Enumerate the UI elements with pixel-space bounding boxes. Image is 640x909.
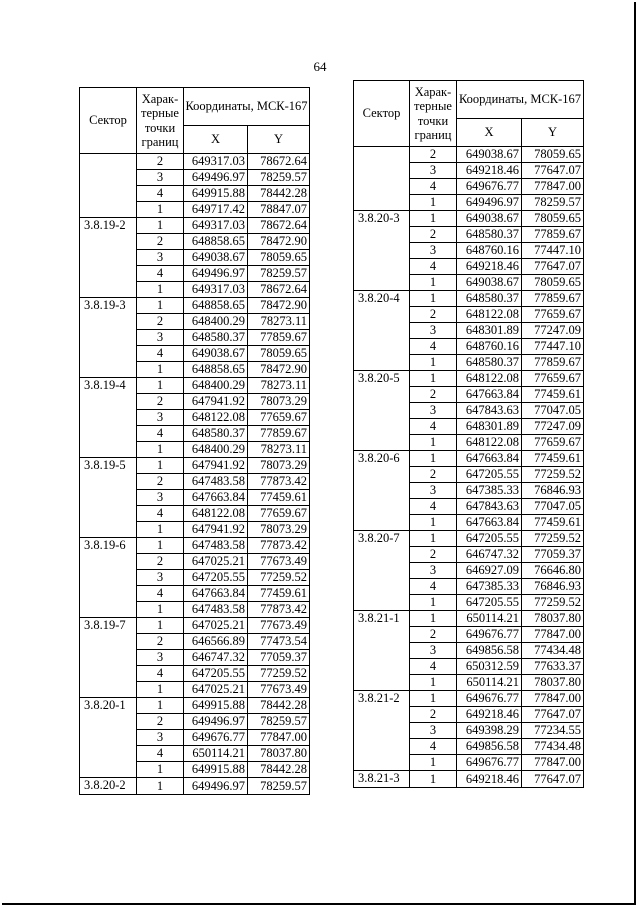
y-coordinate-cell: 77259.52 (248, 570, 310, 586)
sector-cell: 3.8.20-3 (354, 211, 410, 291)
table-row (80, 378, 310, 394)
point-number-cell: 3 (410, 323, 457, 339)
x-coordinate-cell: 647483.58 (184, 602, 248, 618)
y-coordinate-cell: 78059.65 (248, 250, 310, 266)
x-coordinate-cell: 649915.88 (184, 698, 248, 714)
y-coordinate-cell: 77859.67 (248, 426, 310, 442)
y-coordinate-cell: 77633.37 (522, 659, 584, 675)
sector-cell: 3.8.21-3 (354, 771, 410, 788)
x-coordinate-cell: 649856.58 (457, 643, 522, 659)
point-number-cell: 2 (137, 554, 184, 570)
y-coordinate-cell: 78037.80 (522, 675, 584, 691)
y-header: Y (522, 119, 584, 147)
x-coordinate-cell: 649496.97 (184, 778, 248, 795)
sector-cell: 3.8.19-5 (80, 458, 137, 538)
point-number-cell: 4 (137, 506, 184, 522)
x-coordinate-cell: 648122.08 (184, 506, 248, 522)
x-coordinate-cell: 649218.46 (457, 771, 522, 788)
x-header: X (184, 126, 248, 154)
table-row (80, 298, 310, 314)
point-number-cell: 3 (410, 643, 457, 659)
point-number-cell: 3 (137, 330, 184, 346)
y-coordinate-cell: 77259.52 (248, 666, 310, 682)
y-coordinate-cell: 78059.65 (248, 346, 310, 362)
table-row (354, 451, 584, 467)
y-coordinate-cell: 78259.57 (522, 195, 584, 211)
x-coordinate-cell: 647025.21 (184, 618, 248, 634)
point-number-cell: 1 (410, 451, 457, 467)
characteristic-points-header: Харак-терные точки границ (410, 81, 457, 147)
x-coordinate-cell: 646747.32 (457, 547, 522, 563)
point-number-cell: 1 (410, 595, 457, 611)
point-number-cell: 1 (410, 435, 457, 451)
x-coordinate-cell: 649038.67 (457, 147, 522, 163)
point-number-cell: 1 (137, 698, 184, 714)
sector-cell: 3.8.20-1 (80, 698, 137, 778)
table-row (80, 778, 310, 795)
sector-header: Сектор (80, 88, 137, 154)
page-number: 64 (313, 59, 327, 74)
y-header: Y (248, 126, 310, 154)
coordinates-header: Координаты, МСК-167 (184, 88, 310, 126)
point-number-cell: 4 (410, 179, 457, 195)
point-number-cell: 1 (410, 691, 457, 707)
sector-header: Сектор (354, 81, 410, 147)
y-coordinate-cell: 77434.48 (522, 739, 584, 755)
x-coordinate-cell: 649496.97 (184, 266, 248, 282)
point-number-cell: 4 (137, 746, 184, 762)
sector-cell: 3.8.19-7 (80, 618, 137, 698)
table-row (80, 538, 310, 554)
point-number-cell: 3 (410, 243, 457, 259)
point-number-cell: 3 (410, 723, 457, 739)
x-coordinate-cell: 648760.16 (457, 243, 522, 259)
y-coordinate-cell: 77659.67 (248, 410, 310, 426)
point-number-cell: 2 (410, 307, 457, 323)
point-number-cell: 1 (410, 675, 457, 691)
table-row (354, 291, 584, 307)
x-coordinate-cell: 647663.84 (457, 387, 522, 403)
point-number-cell: 1 (410, 515, 457, 531)
sector-cell: 3.8.19-2 (80, 218, 137, 298)
x-coordinate-cell: 648400.29 (184, 442, 248, 458)
y-coordinate-cell: 78073.29 (248, 394, 310, 410)
x-coordinate-cell: 649676.77 (457, 627, 522, 643)
y-coordinate-cell: 77847.00 (522, 755, 584, 771)
point-number-cell: 1 (137, 682, 184, 698)
y-coordinate-cell: 77459.61 (522, 515, 584, 531)
characteristic-points-header: Харак-терные точки границ (137, 88, 184, 154)
y-coordinate-cell: 78672.64 (248, 282, 310, 298)
sector-cell (80, 154, 137, 218)
point-number-cell: 1 (137, 282, 184, 298)
y-coordinate-cell: 78259.57 (248, 778, 310, 795)
sector-cell: 3.8.20-6 (354, 451, 410, 531)
x-coordinate-cell: 648122.08 (457, 435, 522, 451)
table-body (80, 154, 310, 795)
point-number-cell: 2 (410, 227, 457, 243)
y-coordinate-cell: 78442.28 (248, 698, 310, 714)
x-coordinate-cell: 647025.21 (184, 554, 248, 570)
x-coordinate-cell: 647941.92 (184, 458, 248, 474)
point-number-cell: 3 (137, 650, 184, 666)
y-coordinate-cell: 76646.80 (522, 563, 584, 579)
x-coordinate-cell: 649218.46 (457, 259, 522, 275)
x-coordinate-cell: 647663.84 (184, 586, 248, 602)
y-coordinate-cell: 78442.28 (248, 186, 310, 202)
x-coordinate-cell: 647843.63 (457, 403, 522, 419)
y-coordinate-cell: 77647.07 (522, 163, 584, 179)
point-number-cell: 1 (410, 355, 457, 371)
point-number-cell: 4 (410, 339, 457, 355)
y-coordinate-cell: 78037.80 (248, 746, 310, 762)
x-coordinate-cell: 646566.89 (184, 634, 248, 650)
y-coordinate-cell: 77459.61 (248, 586, 310, 602)
x-coordinate-cell: 649317.03 (184, 282, 248, 298)
sector-cell: 3.8.20-2 (80, 778, 137, 795)
y-coordinate-cell: 77459.61 (248, 490, 310, 506)
y-coordinate-cell: 77473.54 (248, 634, 310, 650)
y-coordinate-cell: 77447.10 (522, 339, 584, 355)
x-coordinate-cell: 647663.84 (457, 451, 522, 467)
point-number-cell: 4 (410, 499, 457, 515)
y-coordinate-cell: 77247.09 (522, 323, 584, 339)
point-number-cell: 4 (137, 266, 184, 282)
point-number-cell: 1 (137, 778, 184, 795)
x-coordinate-cell: 648301.89 (457, 419, 522, 435)
x-coordinate-cell: 648580.37 (184, 426, 248, 442)
x-coordinate-cell: 646747.32 (184, 650, 248, 666)
x-coordinate-cell: 649038.67 (184, 346, 248, 362)
point-number-cell: 2 (137, 634, 184, 650)
y-coordinate-cell: 77434.48 (522, 643, 584, 659)
point-number-cell: 4 (410, 659, 457, 675)
point-number-cell: 2 (410, 147, 457, 163)
sector-cell: 3.8.19-4 (80, 378, 137, 458)
x-coordinate-cell: 649676.77 (184, 730, 248, 746)
x-coordinate-cell: 647483.58 (184, 474, 248, 490)
x-coordinate-cell: 649218.46 (457, 163, 522, 179)
point-number-cell: 3 (410, 163, 457, 179)
x-coordinate-cell: 647205.55 (184, 666, 248, 682)
point-number-cell: 1 (410, 611, 457, 627)
point-number-cell: 3 (410, 483, 457, 499)
x-coordinate-cell: 649915.88 (184, 762, 248, 778)
point-number-cell: 2 (410, 387, 457, 403)
sector-cell: 3.8.20-7 (354, 531, 410, 611)
x-coordinate-cell: 650312.59 (457, 659, 522, 675)
y-coordinate-cell: 77873.42 (248, 538, 310, 554)
point-number-cell: 1 (137, 202, 184, 218)
point-number-cell: 3 (137, 170, 184, 186)
point-number-cell: 1 (137, 218, 184, 234)
x-coordinate-cell: 648400.29 (184, 378, 248, 394)
y-coordinate-cell: 78259.57 (248, 170, 310, 186)
table-row (354, 611, 584, 627)
x-header: X (457, 119, 522, 147)
y-coordinate-cell: 78273.11 (248, 314, 310, 330)
y-coordinate-cell: 77647.07 (522, 259, 584, 275)
point-number-cell: 1 (137, 458, 184, 474)
table-row (354, 691, 584, 707)
point-number-cell: 2 (137, 394, 184, 410)
y-coordinate-cell: 77847.00 (248, 730, 310, 746)
point-number-cell: 2 (410, 467, 457, 483)
x-coordinate-cell: 648580.37 (457, 291, 522, 307)
y-coordinate-cell: 77859.67 (522, 291, 584, 307)
y-coordinate-cell: 77859.67 (522, 227, 584, 243)
point-number-cell: 4 (137, 186, 184, 202)
y-coordinate-cell: 77659.67 (522, 307, 584, 323)
table-row (354, 371, 584, 387)
x-coordinate-cell: 647205.55 (457, 595, 522, 611)
x-coordinate-cell: 649317.03 (184, 218, 248, 234)
point-number-cell: 4 (137, 586, 184, 602)
y-coordinate-cell: 78273.11 (248, 442, 310, 458)
y-coordinate-cell: 78037.80 (522, 611, 584, 627)
x-coordinate-cell: 649717.42 (184, 202, 248, 218)
table-row (80, 218, 310, 234)
y-coordinate-cell: 77459.61 (522, 387, 584, 403)
x-coordinate-cell: 647205.55 (457, 531, 522, 547)
y-coordinate-cell: 78442.28 (248, 762, 310, 778)
table-row (354, 147, 584, 163)
coordinates-table-left (79, 87, 310, 795)
x-coordinate-cell: 649676.77 (457, 691, 522, 707)
point-number-cell: 1 (137, 762, 184, 778)
point-number-cell: 1 (410, 195, 457, 211)
y-coordinate-cell: 78059.65 (522, 147, 584, 163)
point-number-cell: 3 (137, 250, 184, 266)
point-number-cell: 1 (137, 298, 184, 314)
x-coordinate-cell: 649218.46 (457, 707, 522, 723)
y-coordinate-cell: 76846.93 (522, 579, 584, 595)
sector-cell: 3.8.21-1 (354, 611, 410, 691)
x-coordinate-cell: 648122.08 (457, 371, 522, 387)
x-coordinate-cell: 647483.58 (184, 538, 248, 554)
x-coordinate-cell: 649038.67 (184, 250, 248, 266)
point-number-cell: 1 (410, 771, 457, 788)
x-coordinate-cell: 648858.65 (184, 234, 248, 250)
y-coordinate-cell: 77459.61 (522, 451, 584, 467)
y-coordinate-cell: 77859.67 (248, 330, 310, 346)
x-coordinate-cell: 650114.21 (184, 746, 248, 762)
point-number-cell: 2 (137, 714, 184, 730)
point-number-cell: 4 (137, 666, 184, 682)
sector-cell: 3.8.21-2 (354, 691, 410, 771)
table-row (354, 531, 584, 547)
point-number-cell: 2 (410, 627, 457, 643)
y-coordinate-cell: 78273.11 (248, 378, 310, 394)
point-number-cell: 1 (137, 538, 184, 554)
y-coordinate-cell: 77259.52 (522, 595, 584, 611)
point-number-cell: 4 (410, 579, 457, 595)
x-coordinate-cell: 649317.03 (184, 154, 248, 170)
point-number-cell: 1 (410, 211, 457, 227)
y-coordinate-cell: 77059.37 (248, 650, 310, 666)
point-number-cell: 1 (410, 531, 457, 547)
x-coordinate-cell: 649038.67 (457, 211, 522, 227)
x-coordinate-cell: 648760.16 (457, 339, 522, 355)
y-coordinate-cell: 77234.55 (522, 723, 584, 739)
point-number-cell: 4 (410, 419, 457, 435)
y-coordinate-cell: 78259.57 (248, 714, 310, 730)
y-coordinate-cell: 77873.42 (248, 474, 310, 490)
x-coordinate-cell: 650114.21 (457, 675, 522, 691)
y-coordinate-cell: 77259.52 (522, 467, 584, 483)
y-coordinate-cell: 77247.09 (522, 419, 584, 435)
point-number-cell: 3 (137, 490, 184, 506)
y-coordinate-cell: 78472.90 (248, 234, 310, 250)
point-number-cell: 1 (137, 378, 184, 394)
x-coordinate-cell: 649676.77 (457, 179, 522, 195)
point-number-cell: 1 (410, 371, 457, 387)
point-number-cell: 2 (410, 707, 457, 723)
x-coordinate-cell: 647663.84 (457, 515, 522, 531)
x-coordinate-cell: 647663.84 (184, 490, 248, 506)
point-number-cell: 2 (137, 154, 184, 170)
y-coordinate-cell: 78059.65 (522, 211, 584, 227)
x-coordinate-cell: 647843.63 (457, 499, 522, 515)
x-coordinate-cell: 649496.97 (184, 714, 248, 730)
table-row (354, 771, 584, 788)
y-coordinate-cell: 77673.49 (248, 618, 310, 634)
point-number-cell: 2 (410, 547, 457, 563)
y-coordinate-cell: 78059.65 (522, 275, 584, 291)
point-number-cell: 2 (137, 314, 184, 330)
y-coordinate-cell: 77847.00 (522, 627, 584, 643)
y-coordinate-cell: 77659.67 (248, 506, 310, 522)
point-number-cell: 2 (137, 234, 184, 250)
y-coordinate-cell: 77847.00 (522, 691, 584, 707)
x-coordinate-cell: 646927.09 (457, 563, 522, 579)
y-coordinate-cell: 77047.05 (522, 499, 584, 515)
y-coordinate-cell: 77873.42 (248, 602, 310, 618)
y-coordinate-cell: 78672.64 (248, 154, 310, 170)
y-coordinate-cell: 77847.00 (522, 179, 584, 195)
x-coordinate-cell: 648580.37 (184, 330, 248, 346)
x-coordinate-cell: 647025.21 (184, 682, 248, 698)
x-coordinate-cell: 649398.29 (457, 723, 522, 739)
table-row (80, 618, 310, 634)
y-coordinate-cell: 78672.64 (248, 218, 310, 234)
table-row (80, 154, 310, 170)
x-coordinate-cell: 649496.97 (184, 170, 248, 186)
point-number-cell: 1 (410, 275, 457, 291)
y-coordinate-cell: 77659.67 (522, 435, 584, 451)
point-number-cell: 1 (137, 618, 184, 634)
point-number-cell: 3 (410, 403, 457, 419)
y-coordinate-cell: 78259.57 (248, 266, 310, 282)
y-coordinate-cell: 77047.05 (522, 403, 584, 419)
y-coordinate-cell: 78847.07 (248, 202, 310, 218)
table-row (80, 458, 310, 474)
x-coordinate-cell: 649496.97 (457, 195, 522, 211)
y-coordinate-cell: 77259.52 (522, 531, 584, 547)
point-number-cell: 4 (137, 426, 184, 442)
y-coordinate-cell: 78073.29 (248, 522, 310, 538)
coordinates-table-right (353, 80, 584, 788)
point-number-cell: 1 (137, 522, 184, 538)
point-number-cell: 1 (410, 755, 457, 771)
point-number-cell: 1 (137, 362, 184, 378)
y-coordinate-cell: 77673.49 (248, 554, 310, 570)
y-coordinate-cell: 78073.29 (248, 458, 310, 474)
point-number-cell: 2 (137, 474, 184, 490)
x-coordinate-cell: 647205.55 (457, 467, 522, 483)
x-coordinate-cell: 647941.92 (184, 394, 248, 410)
point-number-cell: 3 (137, 570, 184, 586)
sector-cell (354, 147, 410, 211)
sector-cell: 3.8.19-6 (80, 538, 137, 618)
point-number-cell: 3 (137, 730, 184, 746)
x-coordinate-cell: 648580.37 (457, 355, 522, 371)
x-coordinate-cell: 648858.65 (184, 298, 248, 314)
x-coordinate-cell: 649038.67 (457, 275, 522, 291)
y-coordinate-cell: 77673.49 (248, 682, 310, 698)
sector-cell: 3.8.20-4 (354, 291, 410, 371)
point-number-cell: 4 (137, 346, 184, 362)
y-coordinate-cell: 78472.90 (248, 298, 310, 314)
x-coordinate-cell: 648858.65 (184, 362, 248, 378)
x-coordinate-cell: 650114.21 (457, 611, 522, 627)
point-number-cell: 3 (410, 563, 457, 579)
x-coordinate-cell: 647385.33 (457, 483, 522, 499)
y-coordinate-cell: 77859.67 (522, 355, 584, 371)
x-coordinate-cell: 648301.89 (457, 323, 522, 339)
table-row (80, 698, 310, 714)
x-coordinate-cell: 648400.29 (184, 314, 248, 330)
point-number-cell: 1 (410, 291, 457, 307)
y-coordinate-cell: 77647.07 (522, 771, 584, 788)
point-number-cell: 4 (410, 739, 457, 755)
x-coordinate-cell: 648122.08 (184, 410, 248, 426)
x-coordinate-cell: 647385.33 (457, 579, 522, 595)
x-coordinate-cell: 647941.92 (184, 522, 248, 538)
x-coordinate-cell: 649676.77 (457, 755, 522, 771)
point-number-cell: 1 (137, 442, 184, 458)
y-coordinate-cell: 77659.67 (522, 371, 584, 387)
y-coordinate-cell: 77447.10 (522, 243, 584, 259)
x-coordinate-cell: 648580.37 (457, 227, 522, 243)
sector-cell: 3.8.19-3 (80, 298, 137, 378)
point-number-cell: 3 (137, 410, 184, 426)
y-coordinate-cell: 77647.07 (522, 707, 584, 723)
point-number-cell: 4 (410, 259, 457, 275)
sector-cell: 3.8.20-5 (354, 371, 410, 451)
y-coordinate-cell: 78472.90 (248, 362, 310, 378)
point-number-cell: 1 (137, 602, 184, 618)
table-row (354, 211, 584, 227)
x-coordinate-cell: 649915.88 (184, 186, 248, 202)
coordinates-header: Координаты, МСК-167 (457, 81, 584, 119)
x-coordinate-cell: 649856.58 (457, 739, 522, 755)
x-coordinate-cell: 647205.55 (184, 570, 248, 586)
y-coordinate-cell: 76846.93 (522, 483, 584, 499)
x-coordinate-cell: 648122.08 (457, 307, 522, 323)
table-body (354, 147, 584, 788)
y-coordinate-cell: 77059.37 (522, 547, 584, 563)
